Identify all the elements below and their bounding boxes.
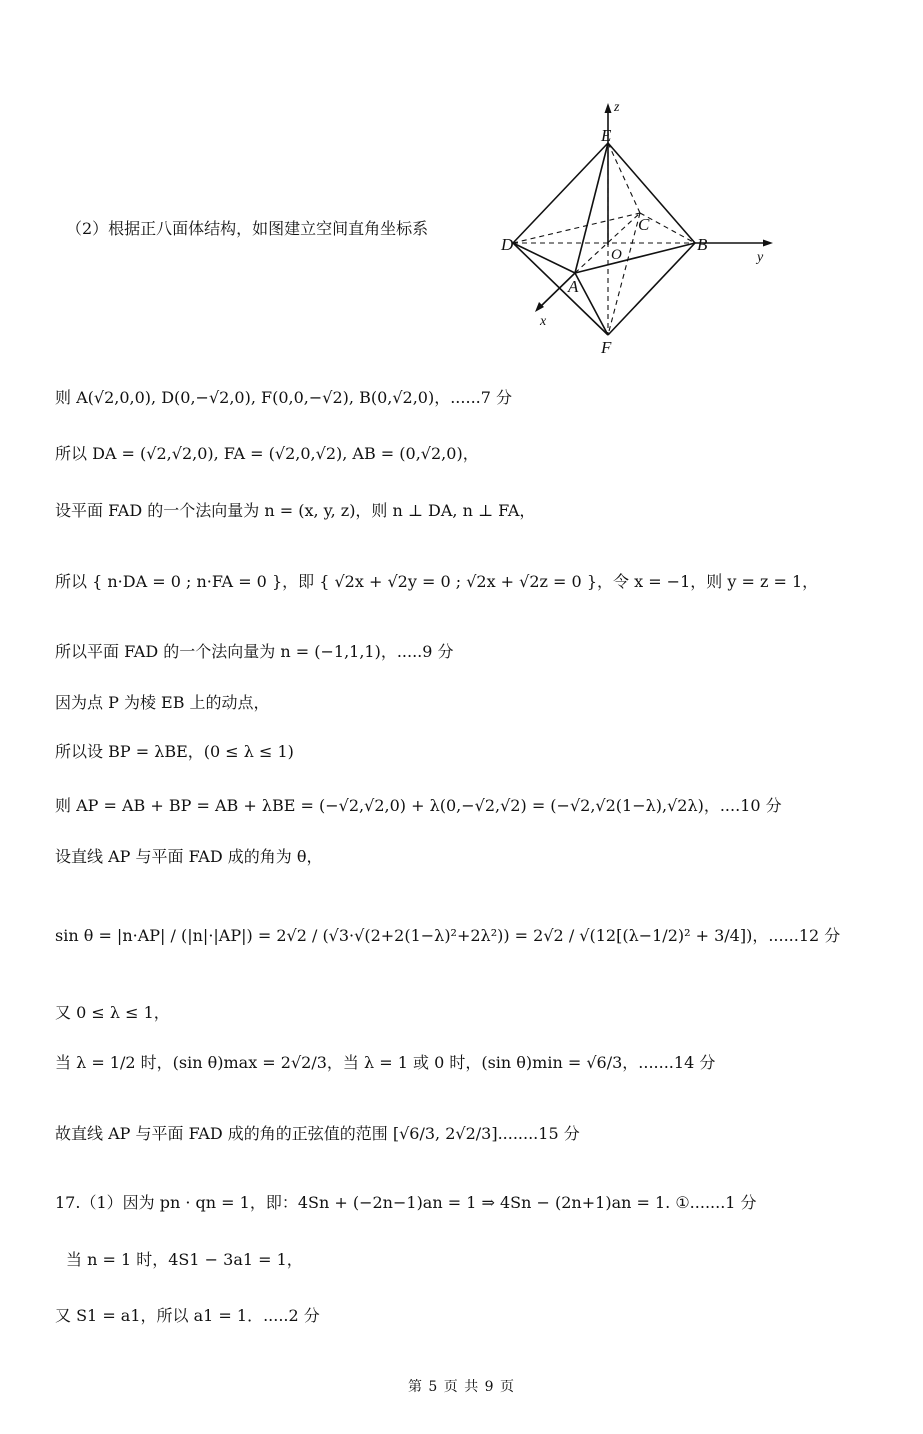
label-C: C xyxy=(638,215,650,234)
line-14: 故直线 AP 与平面 FAD 成的角的正弦值的范围 [√6/3, 2√2/3]........15 分 xyxy=(55,1124,580,1143)
line-3: 所以 DA = (√2,√2,0), FA = (√2,0,√2), AB = (0,√2,0)， xyxy=(55,444,479,463)
line-2: 则 A(√2,0,0), D(0,−√2,0), F(0,0,−√2), B(0,√2,0)，......7 分 xyxy=(55,388,513,407)
axis-x: x xyxy=(540,314,547,329)
axis-z: z xyxy=(614,100,620,115)
line-11: sin θ = |n·AP| / (|n|·|AP|) = 2√2 / (√3·√(2+2(1−λ)²+2λ²)) = 2√2 / √(12[(λ−1/2)² + 3/4])，......12 分 xyxy=(55,926,841,945)
label-D: D xyxy=(501,235,514,254)
line-6: 所以平面 FAD 的一个法向量为 n = (−1,1,1)，.....9 分 xyxy=(55,642,454,661)
page-footer: 第 5 页 共 9 页 xyxy=(407,1379,516,1395)
line-13: 当 λ = 1/2 时，(sin θ)max = 2√2/3，当 λ = 1 或 0 时，(sin θ)min = √6/3，.......14 分 xyxy=(55,1053,716,1072)
line-9: 则 AP = AB + BP = AB + λBE = (−√2,√2,0) + λ(0,−√2,√2) = (−√2,√2(1−λ),√2λ)，....10 分 xyxy=(55,796,782,815)
octahedron-figure xyxy=(495,95,795,357)
line-15: 17.（1）因为 pn · qn = 1，即：4Sn + (−2n−1)an = 1 ⇒ 4Sn − (2n+1)an = 1. ①.......1 分 xyxy=(55,1193,757,1212)
line-16: 当 n = 1 时，4S1 − 3a1 = 1， xyxy=(66,1250,303,1269)
line-7: 因为点 P 为棱 EB 上的动点， xyxy=(55,693,270,712)
line-8: 所以设 BP = λBE，(0 ≤ λ ≤ 1) xyxy=(55,742,294,761)
line-10: 设直线 AP 与平面 FAD 成的角为 θ， xyxy=(55,847,323,866)
label-A: A xyxy=(568,277,579,296)
line-1: （2）根据正八面体结构，如图建立空间直角坐标系 xyxy=(66,219,429,238)
label-F: F xyxy=(601,338,612,357)
label-B: B xyxy=(697,235,708,254)
line-17: 又 S1 = a1，所以 a1 = 1．.....2 分 xyxy=(55,1306,320,1325)
axis-y: y xyxy=(757,250,764,265)
label-O: O xyxy=(611,247,622,263)
line-5: 所以 { n·DA = 0 ; n·FA = 0 }，即 { √2x + √2y = 0 ; √2x + √2z = 0 }，令 x = −1，则 y = z = 1， xyxy=(55,572,819,591)
label-E: E xyxy=(601,126,612,145)
line-12: 又 0 ≤ λ ≤ 1， xyxy=(55,1003,170,1022)
line-4: 设平面 FAD 的一个法向量为 n = (x, y, z)，则 n ⊥ DA, n ⊥ FA， xyxy=(55,501,536,520)
